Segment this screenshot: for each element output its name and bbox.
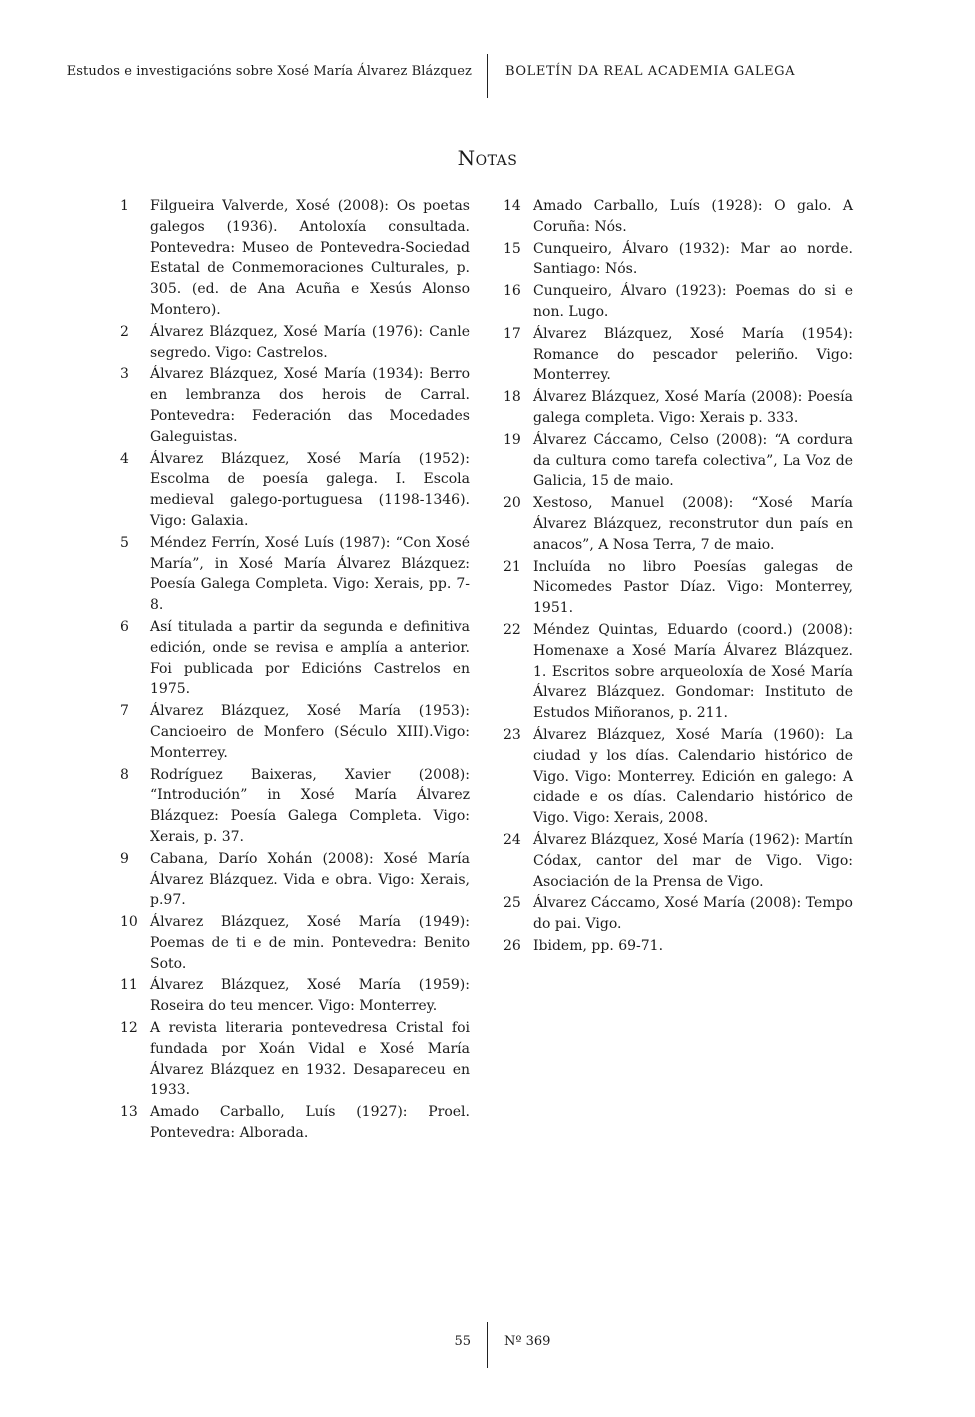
note-text: Álvarez Cáccamo, Xosé María (2008): Tempo do pai. Vigo.: [533, 895, 853, 933]
running-header-left: Estudos e investigacións sobre Xosé María Álvarez Blázquez: [66, 64, 472, 79]
note-text: Álvarez Blázquez, Xosé María (1959): Roseira do teu mencer. Vigo: Monterrey.: [150, 977, 470, 1015]
footer-divider: [487, 1322, 488, 1368]
note-text: Amado Carballo, Luís (1928): O galo. A Coruña: Nós.: [533, 198, 853, 235]
note-item: [120, 975, 470, 1017]
note-item: [120, 322, 470, 364]
note-item: [120, 912, 470, 974]
notes-column-left: [120, 196, 470, 1145]
note-item: [503, 725, 853, 829]
note-number: 24: [503, 831, 521, 848]
note-text: Álvarez Blázquez, Xosé María (2008): Poesía galega completa. Vigo: Xerais p. 333.: [533, 389, 853, 426]
note-item: [503, 281, 853, 323]
note-text: Amado Carballo, Luís (1927): Proel. Pontevedra: Alborada.: [150, 1104, 470, 1142]
page-number: 55: [454, 1334, 471, 1349]
note-text: Álvarez Blázquez, Xosé María (1934): Berro en lembranza dos herois de Carral. Pontevedra: Federación das Mocedades Galeguistas.: [150, 366, 470, 445]
note-number: 15: [503, 240, 521, 257]
note-number: 22: [503, 621, 521, 638]
note-text: Cabana, Darío Xohán (2008): Xosé María Álvarez Blázquez. Vida e obra. Vigo: Xerais, p.97.: [150, 850, 470, 909]
note-number: 23: [503, 726, 521, 743]
note-text: Álvarez Blázquez, Xosé María (1949): Poemas de ti e de min. Pontevedra: Benito Soto.: [150, 914, 470, 972]
note-item: [503, 557, 853, 619]
note-number: 14: [503, 198, 521, 214]
note-text: Álvarez Blázquez, Xosé María (1953): Cancioeiro de Monfero (Século XIII).Vigo: Monterrey.: [150, 703, 470, 761]
note-number: 13: [120, 1104, 138, 1121]
note-text: Álvarez Blázquez, Xosé María (1976): Canle segredo. Vigo: Castrelos.: [150, 323, 470, 361]
notes-column-right: [503, 196, 853, 958]
note-item: [503, 387, 853, 429]
note-item: [120, 449, 470, 532]
note-number: 25: [503, 895, 521, 912]
note-item: [503, 493, 853, 555]
note-item: [120, 364, 470, 447]
note-number: 21: [503, 558, 521, 575]
note-number: 9: [120, 850, 129, 867]
note-item: [503, 239, 853, 281]
note-item: [120, 1018, 470, 1101]
note-number: 19: [503, 431, 521, 448]
note-text: Ibidem, pp. 69-71.: [533, 937, 664, 954]
note-text: Cunqueiro, Álvaro (1932): Mar ao norde. Santiago: Nós.: [533, 240, 853, 278]
note-text: Filgueira Valverde, Xosé (2008): Os poetas galegos (1936). Antoloxía consultada. Pontevedra: Museo de Pontevedra-Sociedad Estatal de Conmemoraciones Culturales, p. 305. (ed. de Ana Acuña e Xesús Alonso Montero).: [150, 198, 470, 318]
note-number: 6: [120, 618, 129, 635]
note-item: [120, 533, 470, 616]
note-text: Xestoso, Manuel (2008): “Xosé María Álvarez Blázquez, reconstrutor dun país en anacos”, A Nosa Terra, 7 de maio.: [533, 495, 853, 553]
note-number: 10: [120, 914, 138, 931]
note-number: 16: [503, 283, 521, 300]
note-number: 11: [120, 977, 138, 994]
header-divider: [487, 54, 488, 98]
note-text: Álvarez Blázquez, Xosé María (1960): La ciudad y los días. Calendario histórico de Vigo. Vigo: Monterrey. Edición en galego: A cidade e os días. Calendario histórico de Vigo. Vigo: Xerais, 2008.: [533, 726, 853, 827]
note-item: [503, 936, 853, 957]
note-text: Así titulada a partir da segunda e definitiva edición, onde se revisa e amplía a anterior. Foi publicada por Edicións Castrelos en 1975.: [150, 618, 470, 698]
note-item: [503, 893, 853, 935]
note-text: Álvarez Cáccamo, Celso (2008): “A cordura da cultura como tarefa colectiva”, La Voz de Galicia, 15 de maio.: [533, 431, 853, 490]
note-number: 17: [503, 325, 521, 342]
note-text: Rodríguez Baixeras, Xavier (2008): “Introdución” in Xosé María Álvarez Blázquez: Poesía Galega Completa. Vigo: Xerais, p. 37.: [150, 766, 470, 845]
note-number: 12: [120, 1020, 138, 1037]
note-text: Álvarez Blázquez, Xosé María (1952): Escolma de poesía galega. I. Escola medieval galego-portuguesa (1198-1346). Vigo: Galaxia.: [150, 450, 470, 529]
note-item: [120, 849, 470, 911]
note-item: [503, 324, 853, 386]
page-title: Notas: [457, 146, 518, 170]
note-number: 7: [120, 703, 129, 720]
note-text: Álvarez Blázquez, Xosé María (1962): Martín Códax, cantor del mar de Vigo. Vigo: Asociación de la Prensa de Vigo.: [533, 831, 853, 890]
note-item: [120, 1102, 470, 1144]
note-item: [120, 617, 470, 700]
note-item: [120, 196, 470, 321]
note-number: 1: [120, 198, 129, 214]
note-item: [503, 620, 853, 724]
note-number: 3: [120, 366, 129, 383]
note-text: A revista literaria pontevedresa Cristal foi fundada por Xoán Vidal e Xosé María Álvarez Blázquez en 1932. Desapareceu en 1933.: [150, 1020, 470, 1099]
note-number: 4: [120, 450, 129, 467]
note-text: Cunqueiro, Álvaro (1923): Poemas do si e non. Lugo.: [533, 283, 853, 320]
note-number: 20: [503, 495, 521, 512]
running-header-right: BOLETÍN DA REAL ACADEMIA GALEGA: [505, 64, 796, 79]
note-text: Álvarez Blázquez, Xosé María (1954): Romance do pescador peleriño. Vigo: Monterrey.: [533, 325, 853, 384]
note-item: [120, 765, 470, 848]
note-text: Incluída no libro Poesías galegas de Nicomedes Pastor Díaz. Vigo: Monterrey, 1951.: [533, 558, 853, 617]
note-item: [120, 701, 470, 763]
note-number: 5: [120, 534, 129, 551]
note-item: [503, 196, 853, 238]
note-text: Méndez Ferrín, Xosé Luís (1987): “Con Xosé María”, in Xosé María Álvarez Blázquez: Poesía Galega Completa. Vigo: Xerais, pp. 7-8.: [150, 534, 470, 614]
note-number: 2: [120, 323, 129, 340]
note-text: Méndez Quintas, Eduardo (coord.) (2008): Homenaxe a Xosé María Álvarez Blázquez. 1. Escritos sobre arqueoloxía de Xosé María Álvarez Blázquez. Gondomar: Instituto de Estudos Miñoranos, p. 211.: [533, 621, 853, 722]
note-number: 8: [120, 766, 129, 783]
note-number: 18: [503, 389, 521, 406]
note-item: [503, 830, 853, 892]
note-number: 26: [503, 937, 521, 954]
note-item: [503, 430, 853, 492]
issue-number: Nº 369: [504, 1334, 551, 1349]
